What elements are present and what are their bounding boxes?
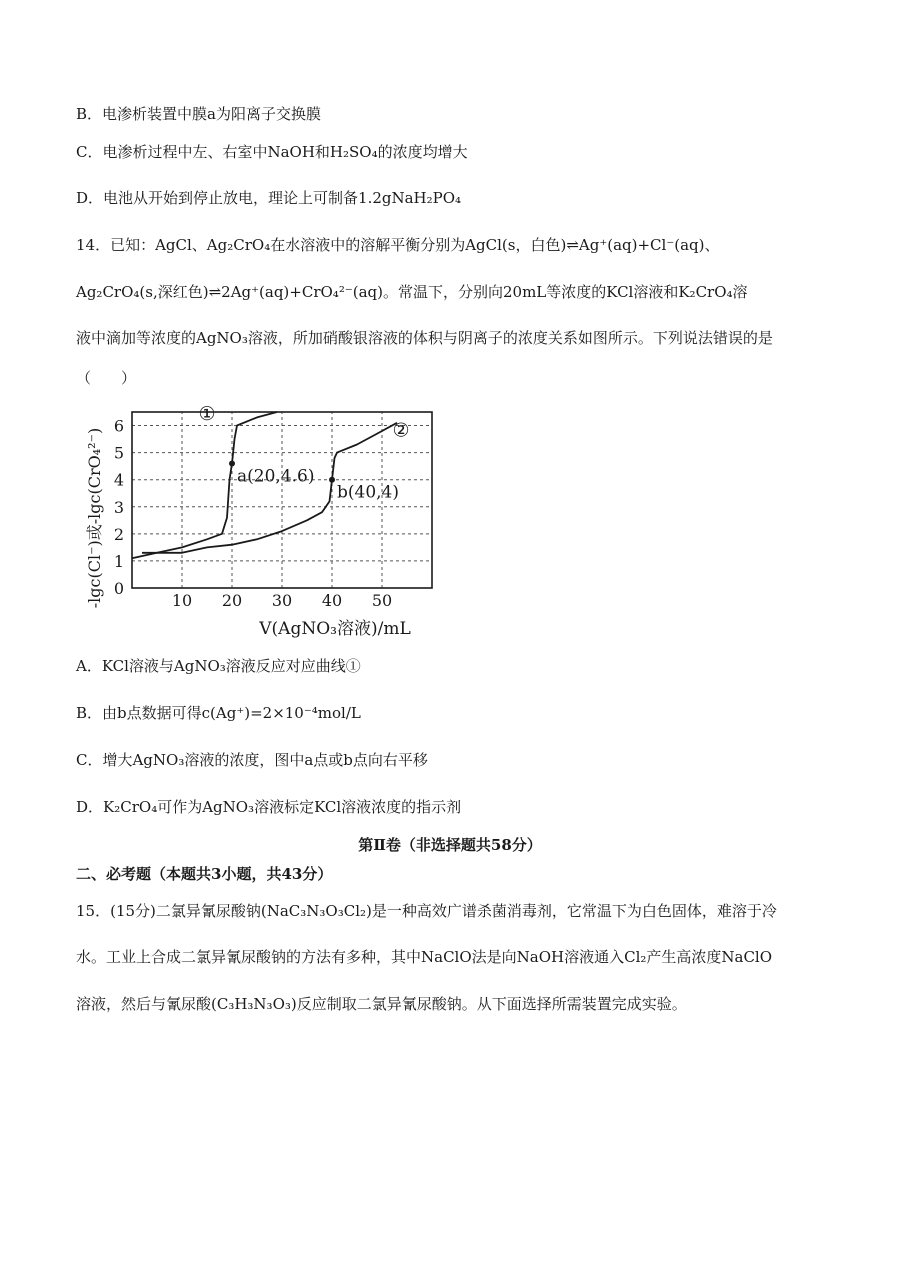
q14-answer-paren: （ ） (76, 369, 137, 387)
q14-line-1: 14．已知：AgCl、Ag₂CrO₄在水溶液中的溶解平衡分别为AgCl(s，白色)⇌Ag⁺(aq)+Cl⁻(aq)、 (76, 236, 720, 254)
x-tick-label: 40 (321, 591, 343, 610)
y-tick-label: 6 (113, 416, 124, 436)
curve-label-2: ② (392, 419, 410, 442)
q14-line-2: Ag₂CrO₄(s,深红色)⇌2Ag⁺(aq)+CrO₄²⁻(aq)。常温下，分别向20mL等浓度的KCl溶液和K₂CrO₄溶 (76, 283, 748, 301)
y-tick-label: 2 (113, 524, 124, 544)
point-label-a: a(20,4.6) (237, 466, 315, 487)
q14-option-a: A．KCl溶液与AgNO₃溶液反应对应曲线① (76, 657, 361, 675)
q15-line-3: 溶液，然后与氰尿酸(C₃H₃N₃O₃)反应制取二氯异氰尿酸钠。从下面选择所需装置完成实验。 (76, 995, 687, 1013)
q14-option-b: B．由b点数据可得c(Ag⁺)=2×10⁻⁴mol/L (76, 704, 361, 722)
point-label-b: b(40,4) (337, 482, 399, 503)
section-2-title: 第Ⅱ卷（非选择题共58分） (358, 836, 542, 854)
q15-line-2: 水。工业上合成二氯异氰尿酸钠的方法有多种，其中NaClO法是向NaOH溶液通入Cl₂产生高浓度NaClO (76, 948, 773, 966)
y-tick-label: 3 (113, 497, 124, 517)
curve-label-1: ① (198, 403, 216, 426)
data-point-a (229, 460, 235, 466)
y-tick-label: 0 (113, 579, 124, 598)
x-tick-label: 50 (371, 591, 393, 610)
q14-option-d: D．K₂CrO₄可作为AgNO₃溶液标定KCl溶液浓度的指示剂 (76, 798, 462, 816)
option-c: C．电渗析过程中左、右室中NaOH和H₂SO₄的浓度均增大 (76, 143, 468, 161)
y-axis-label: -lgc(Cl⁻)或-lgc(CrO₄²⁻) (85, 427, 104, 609)
y-tick-label: 5 (113, 443, 124, 463)
q14-option-c: C．增大AgNO₃溶液的浓度，图中a点或b点向右平移 (76, 751, 428, 769)
x-tick-label: 20 (221, 591, 243, 610)
titration-chart (70, 400, 470, 645)
q14-line-3: 液中滴加等浓度的AgNO₃溶液，所加硝酸银溶液的体积与阴离子的浓度关系如图所示。下列说法错误的是 (76, 329, 773, 347)
x-axis-label: V(AgNO₃溶液)/mL (259, 619, 411, 639)
data-point-b (329, 477, 335, 483)
x-tick-label: 30 (271, 591, 293, 610)
x-tick-label: 10 (171, 591, 193, 610)
option-d: D．电池从开始到停止放电，理论上可制备1.2gNaH₂PO₄ (76, 189, 462, 207)
option-b: B．电渗析装置中膜a为阳离子交换膜 (76, 105, 321, 123)
q15-line-1: 15．(15分)二氯异氰尿酸钠(NaC₃N₃O₃Cl₂)是一种高效广谱杀菌消毒剂，它常温下为白色固体，难溶于冷 (76, 902, 777, 920)
y-tick-label: 1 (113, 551, 124, 571)
part-2-heading: 二、必考题（本题共3小题，共43分） (76, 865, 333, 883)
y-tick-label: 4 (113, 470, 124, 490)
